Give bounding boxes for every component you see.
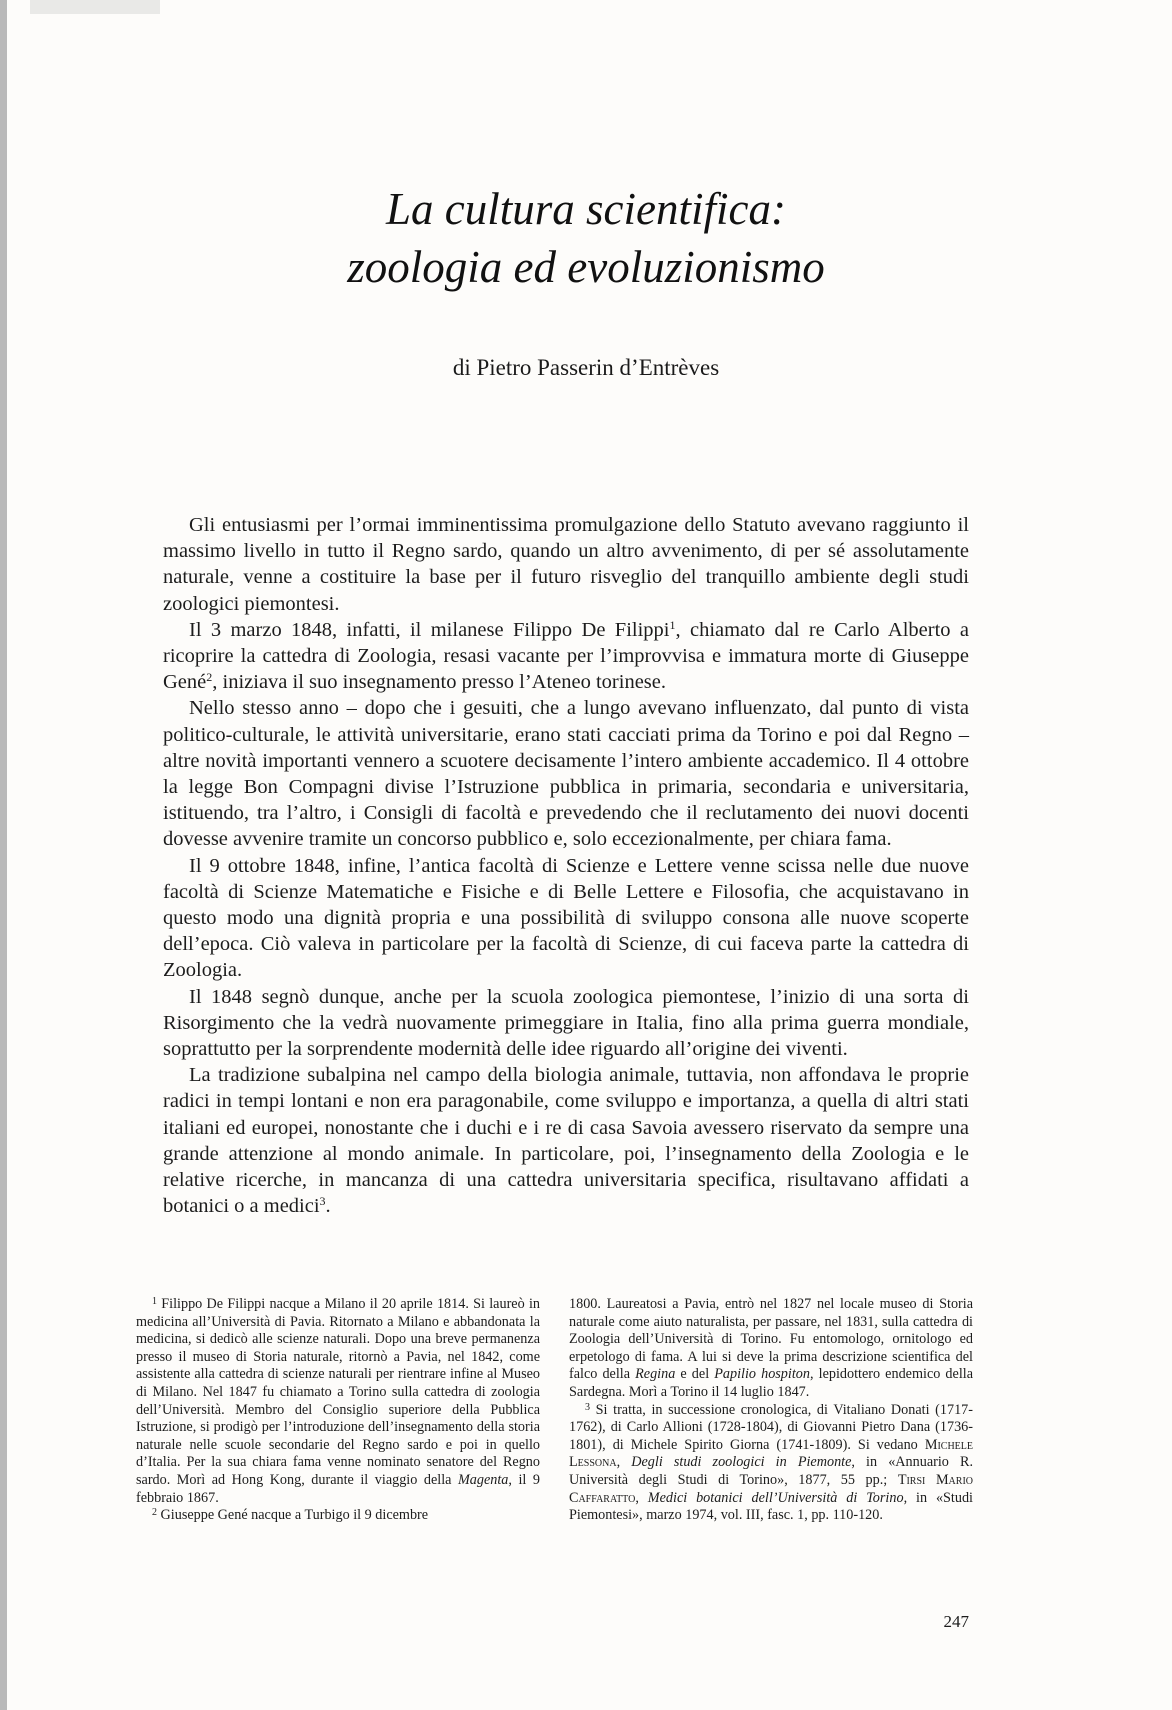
paragraph-2-part-a: Il 3 marzo 1848, infatti, il milanese Filippo De Filippi bbox=[189, 618, 670, 641]
footnote-3-author-1: Michele Lessona bbox=[569, 1436, 973, 1471]
footnote-2-text-b: e del bbox=[675, 1366, 715, 1383]
paragraph-5: Il 1848 segnò dunque, anche per la scuola zoologica piemontese, l’inizio di una sorta di Risorgimento che la vedrà nuovamente primeggiare in Italia, fino alla prima guerra mondiale, soprattutto per la sorprendente modernità delle idee riguardo all’origine dei viventi. bbox=[163, 985, 969, 1061]
footnote-2-start bbox=[136, 1507, 540, 1525]
paragraph-2 bbox=[163, 617, 969, 696]
footnote-1-text-a: Filippo De Filippi nacque a Milano il 20 aprile 1814. Si laureò in medicina all’Università di Pavia. Ritornato a Milano e abbandonata la medicina, si dedicò alle scienze naturali. Dopo una breve permanenza presso il museo di Storia naturale, ritornò a Pavia, nel 1842, come assistente alla cattedra di scienze naturali per rientrare infine al Museo di Milano. Nel 1847 fu chiamato a Torino sulla cattedra di zoologia dell’Università. Membro del Consiglio superiore della Pubblica Istruzione, si prodigò per l’introduzione dell’insegnamento della storia naturale nelle scuole secondarie del Regno sardo e poi in quello d’Italia. Per la sua chiara fama venne nominato senatore del Regno sardo. Morì ad Hong Kong, durante il viaggio della bbox=[136, 1296, 540, 1488]
paragraph-6-part-b: . bbox=[325, 1195, 331, 1218]
footnote-2-regina: Regina bbox=[635, 1366, 676, 1383]
footnote-ref-3[interactable]: 3 bbox=[319, 1194, 326, 1209]
paragraph-2-part-b: , chiamato dal re Carlo Alberto a ricoprire la cattedra di Zoologia, resasi vacante per l’improvvisa e immatura morte di Giuseppe Gené bbox=[163, 618, 969, 694]
chapter-title bbox=[0, 180, 1172, 296]
footnote-1-ship-name: Magenta bbox=[457, 1471, 509, 1488]
paragraph-3: Nello stesso anno – dopo che i gesuiti, che a lungo avevano influenzato, dal punto di vista politico-culturale, le attività universitarie, erano stati cacciati prima da Torino e poi dal Regno – altre novità importanti vennero a scuotere decisamente l’intero ambiente accademico. Il 4 ottobre la legge Bon Compagni divise l’Istruzione pubblica in primaria, secondaria e universitaria, istituendo, tra l’altro, i Consigli di facoltà e prevedendo che il reclutamento dei nuovi docenti dovesse avvenire tramite un concorso pubblico e, solo eccezionalmente, per chiara fama. bbox=[163, 697, 969, 851]
footnote-3-text-b: , bbox=[616, 1454, 632, 1471]
paragraph-1: Gli entusiasmi per l’ormai imminentissima promulgazione dello Statuto avevano raggiunto il massimo livello in tutto il Regno sardo, quando un altro avvenimento, di per sé assolutamente naturale, venne a costituire la base per il futuro risveglio del tranquillo ambiente degli studi zoologici piemontesi. bbox=[163, 514, 969, 615]
footnote-1-number: 1 bbox=[152, 1296, 157, 1307]
footnote-2-continued bbox=[569, 1296, 973, 1402]
footnote-3-number: 3 bbox=[585, 1401, 590, 1413]
footnote-3-work-1: Degli studi zoologici in Piemonte bbox=[631, 1454, 852, 1471]
footnote-1-text-b: , il 9 febbraio 1867. bbox=[136, 1471, 540, 1506]
footnote-3-text-e: , in «Studi Piemontesi», marzo 1974, vol. III, fasc. 1, pp. 110-120. bbox=[569, 1489, 974, 1524]
footnote-3-text-c: , in «Annuario R. Università degli Studi di Torino», 1877, 55 pp.; bbox=[569, 1454, 973, 1488]
paragraph-6-part-a: La tradizione subalpina nel campo della biologia animale, tuttavia, non affondava le proprie radici in tempi lontani e non era paragonabile, come sviluppo e importanza, a quella di altri stati italiani ed europei, nonostante che i duchi e i re di casa Savoia avessero riservato da sempre una grande attenzione al mondo animale. In particolare, poi, l’insegnamento della Zoologia e le relative ricerche, in mancanza di una cattedra universitaria specifica, risultavano affidati a botanici o a medici bbox=[163, 1064, 969, 1218]
footnote-3-text-a: Si tratta, in successione cronologica, di Vitaliano Donati (1717-1762), di Carlo Allioni (1728-1804), di Giovanni Pietro Dana (1736-1801), di Michele Spirito Giorna (1741-1809). Si vedano bbox=[569, 1401, 974, 1453]
footnotes-left-column bbox=[136, 1296, 540, 1525]
paragraph-2-part-c: , iniziava il suo insegnamento presso l’Ateneo torinese. bbox=[212, 671, 666, 694]
chapter-title-line-1: La cultura scientifica: bbox=[386, 184, 786, 234]
main-text bbox=[163, 512, 969, 1219]
footnote-2-text-continued: 1800. Laureatosi a Pavia, entrò nel 1827 nel locale museo di Storia naturale come aiuto naturalista, per passare, nel 1831, sulla cattedra di Zoologia dell’Università di Torino. Fu entomologo, ornitologo ed erpetologo di fama. A lui si deve la prima descrizione scientifica del falco della bbox=[569, 1296, 973, 1383]
chapter-title-line-2: zoologia ed evoluzionismo bbox=[347, 242, 825, 292]
footnote-ref-1[interactable]: 1 bbox=[669, 617, 676, 632]
paragraph-6 bbox=[163, 1062, 969, 1219]
footnote-3-text-d: , bbox=[635, 1489, 648, 1506]
footnote-3-work-2: Medici botanici dell’Università di Torino bbox=[647, 1489, 904, 1506]
paragraph-4: Il 9 ottobre 1848, infine, l’antica facoltà di Scienze e Lettere venne scissa nelle due nuove facoltà di Scienze Matematiche e Fisiche e di Belle Lettere e Filosofia, che acquistavano in questo modo una dignità propria e una possibilità di sviluppo consona alle nuove scoperte dell’epoca. Ciò valeva in particolare per la facoltà di Scienze, di cui faceva parte la cattedra di Zoologia. bbox=[163, 854, 969, 982]
footnote-ref-2[interactable]: 2 bbox=[206, 670, 213, 685]
footnotes-right-column bbox=[569, 1296, 973, 1525]
footnote-1 bbox=[136, 1296, 540, 1507]
page-number: 247 bbox=[943, 1612, 969, 1631]
scan-top-mark bbox=[30, 0, 160, 14]
footnote-3-author-2: Tirsi Mario Caffaratto bbox=[569, 1471, 973, 1506]
footnote-2-papilio: Papilio hospiton bbox=[714, 1366, 810, 1383]
footnote-2-number: 2 bbox=[152, 1507, 157, 1519]
author-byline: di Pietro Passerin d’Entrèves bbox=[452, 355, 720, 380]
footnote-3 bbox=[569, 1402, 973, 1525]
footnote-2-text-a: Giuseppe Gené nacque a Turbigo il 9 dicembre bbox=[160, 1507, 429, 1524]
footnote-2-text-c: , lepidottero endemico della Sardegna. Morì a Torino il 14 luglio 1847. bbox=[569, 1366, 973, 1400]
